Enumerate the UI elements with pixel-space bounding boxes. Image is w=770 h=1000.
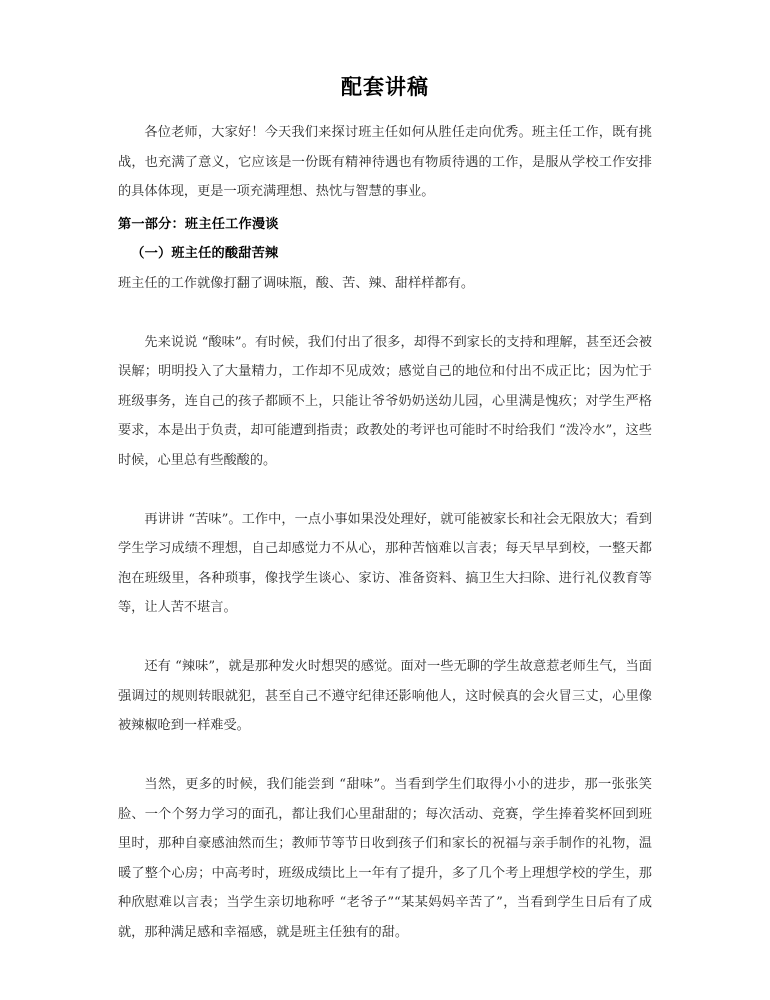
paragraph-gap [118, 623, 652, 653]
section-heading-part-one: 第一部分：班主任工作漫谈 [118, 216, 279, 232]
paragraph-gap [118, 475, 652, 505]
paragraph-flavor-sweet: 当然，更多的时候，我们能尝到 “甜味”。当看到学生们取得小小的进步，那一张张笑脸、一个个努力学习的面孔，都让我们心里甜甜的；每次活动、竞赛，学生捧着奖杯回到班里时，那种自豪感油然而生；教师节等节日收到孩子们和家长的祝福与亲手制作的礼物，温暖了整个心房；中高考时，班级成绩比上一年有了提升，多了几个考上理想学校的学生，那种欣慰难以言表；当学生亲切地称呼 “老爷子”“某某妈妈辛苦了”，当看到学生日后有了成就，那种满足感和幸福感，就是班主任独有的甜。 [118, 777, 652, 940]
paragraph-gap [118, 298, 652, 328]
paragraph-flavor-spicy: 还有 “辣味”，就是那种发火时想哭的感觉。面对一些无聊的学生故意惹老师生气，当面强调过的规则转眼就犯，甚至自己不遵守纪律还影响他人，这时候真的会火冒三丈，心里像被辣椒呛到一样难受。 [118, 659, 652, 733]
document-content [118, 72, 652, 947]
subsection-heading-flavors: （一）班主任的酸甜苦辣 [131, 246, 279, 261]
paragraph-flavor-sour: 先来说说 “酸味”。有时候，我们付出了很多，却得不到家长的支持和理解，甚至还会被误解；明明投入了大量精力，工作却不见成效；感觉自己的地位和付出不成正比；因为忙于班级事务，连自己的孩子都顾不上，只能让爷爷奶奶送幼儿园，心里满是愧疚；对学生严格要求，本是出于负责，却可能遭到指责；政教处的考评也可能时不时给我们 “泼冷水”，这些时候，心里总有些酸酸的。 [118, 334, 652, 468]
paragraph-intro: 各位老师，大家好！今天我们来探讨班主任如何从胜任走向优秀。班主任工作，既有挑战，也充满了意义，它应该是一份既有精神待遇也有物质待遇的工作，是服从学校工作安排的具体体现，更是一项充满理想、热忱与智慧的事业。 [118, 125, 652, 199]
page-title: 配套讲稿 [341, 74, 429, 99]
paragraph-flavor-bitter: 再讲讲 “苦味”。工作中，一点小事如果没处理好，就可能被家长和社会无限放大；看到学生学习成绩不理想，自己却感觉力不从心，那种苦恼难以言表；每天早早到校，一整天都泡在班级里，各种琐事，像找学生谈心、家访、准备资料、搞卫生大扫除、进行礼仪教育等等，让人苦不堪言。 [118, 511, 652, 615]
paragraph-gap [118, 741, 652, 771]
paragraph-flavors-intro: 班主任的工作就像打翻了调味瓶，酸、苦、辣、甜样样都有。 [118, 275, 475, 291]
